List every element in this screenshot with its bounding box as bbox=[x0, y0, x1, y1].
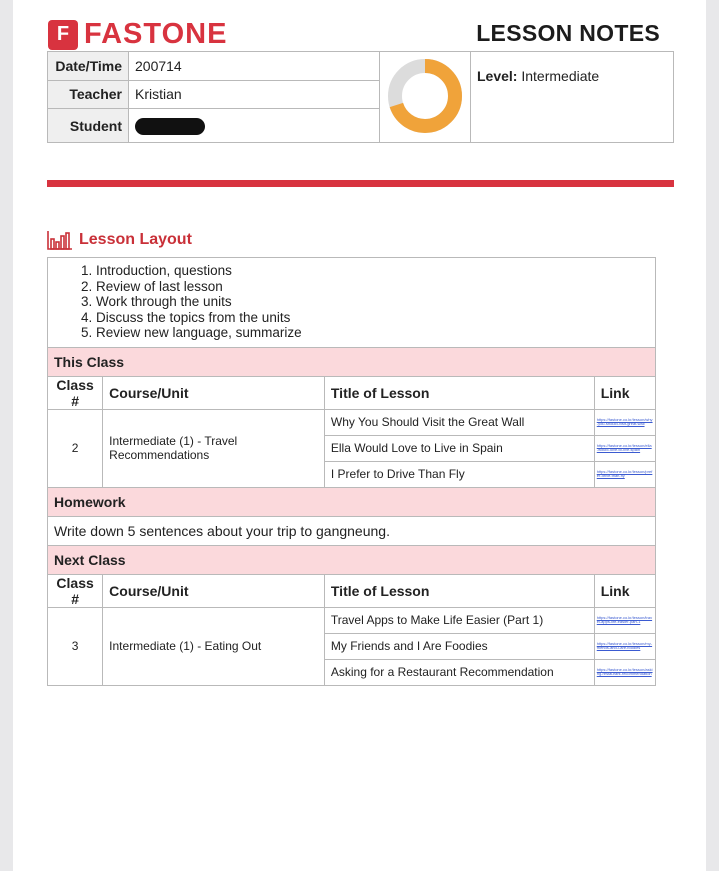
lesson-step: 4. Discuss the topics from the units bbox=[96, 310, 647, 326]
lesson-step: 3. Work through the units bbox=[96, 294, 647, 310]
lesson-title: Travel Apps to Make Life Easier (Part 1) bbox=[324, 607, 594, 633]
info-table bbox=[47, 51, 674, 143]
col-title-of-lesson: Title of Lesson bbox=[324, 574, 594, 607]
teacher-label: Teacher bbox=[48, 80, 129, 109]
level-donut-chart bbox=[384, 55, 466, 137]
next-class-band: Next Class bbox=[48, 545, 656, 574]
lesson-table bbox=[47, 257, 656, 686]
brand-name: FASTONE bbox=[84, 18, 228, 50]
lesson-link[interactable]: https://fastone.co.kr/lesson/asking-restaurant-recommendation bbox=[594, 659, 655, 685]
brand-mark-icon: F bbox=[48, 20, 78, 50]
lesson-title: My Friends and I Are Foodies bbox=[324, 633, 594, 659]
lesson-link[interactable]: https://fastone.co.kr/lesson/why-you-should-visit-great-wall bbox=[594, 409, 655, 435]
this-class-course: Intermediate (1) - Travel Recommendations bbox=[103, 409, 325, 487]
header-divider bbox=[47, 180, 674, 187]
lesson-title: Ella Would Love to Live in Spain bbox=[324, 435, 594, 461]
level-cell bbox=[471, 52, 674, 143]
datetime-value: 200714 bbox=[129, 52, 380, 81]
this-class-band: This Class bbox=[48, 347, 656, 376]
next-class-number: 3 bbox=[48, 607, 103, 685]
this-class-number: 2 bbox=[48, 409, 103, 487]
col-link: Link bbox=[594, 574, 655, 607]
document-title: LESSON NOTES bbox=[476, 20, 660, 46]
col-class-num: Class # bbox=[48, 376, 103, 409]
lesson-title: Asking for a Restaurant Recommendation bbox=[324, 659, 594, 685]
col-link: Link bbox=[594, 376, 655, 409]
lesson-step: 1. Introduction, questions bbox=[96, 263, 647, 279]
teacher-value: Kristian bbox=[129, 80, 380, 109]
lesson-steps-list bbox=[56, 263, 647, 341]
lesson-link[interactable]: https://fastone.co.kr/lesson/prefer-drive-than-fly bbox=[594, 461, 655, 487]
next-class-course: Intermediate (1) - Eating Out bbox=[103, 607, 325, 685]
lesson-layout-heading bbox=[47, 230, 192, 250]
col-class-num: Class # bbox=[48, 574, 103, 607]
col-course-unit: Course/Unit bbox=[103, 376, 325, 409]
homework-text: Write down 5 sentences about your trip to gangneung. bbox=[48, 516, 656, 545]
lesson-title: I Prefer to Drive Than Fly bbox=[324, 461, 594, 487]
lesson-layout-title: Lesson Layout bbox=[79, 231, 192, 248]
brand-logo bbox=[48, 18, 227, 51]
col-title-of-lesson: Title of Lesson bbox=[324, 376, 594, 409]
lesson-link[interactable]: https://fastone.co.kr/lesson/ella-would-love-to-live-spain bbox=[594, 435, 655, 461]
homework-band: Homework bbox=[48, 487, 656, 516]
redacted-student-name bbox=[135, 118, 205, 135]
lesson-title: Why You Should Visit the Great Wall bbox=[324, 409, 594, 435]
student-value bbox=[129, 109, 380, 143]
student-label: Student bbox=[48, 109, 129, 143]
lesson-link[interactable]: https://fastone.co.kr/lesson/my-friends-and-i-are-foodies bbox=[594, 633, 655, 659]
bar-chart-icon bbox=[47, 230, 73, 250]
lesson-link[interactable]: https://fastone.co.kr/lesson/travel-apps-life-easier-part-1 bbox=[594, 607, 655, 633]
level-label: Level: bbox=[477, 68, 518, 84]
lesson-step: 5. Review new language, summarize bbox=[96, 325, 647, 341]
level-chart-cell bbox=[380, 52, 471, 143]
datetime-label: Date/Time bbox=[48, 52, 129, 81]
col-course-unit: Course/Unit bbox=[103, 574, 325, 607]
lesson-steps-cell bbox=[48, 258, 656, 348]
level-value: Intermediate bbox=[521, 68, 600, 84]
lesson-notes-page bbox=[13, 0, 706, 871]
lesson-step: 2. Review of last lesson bbox=[96, 279, 647, 295]
